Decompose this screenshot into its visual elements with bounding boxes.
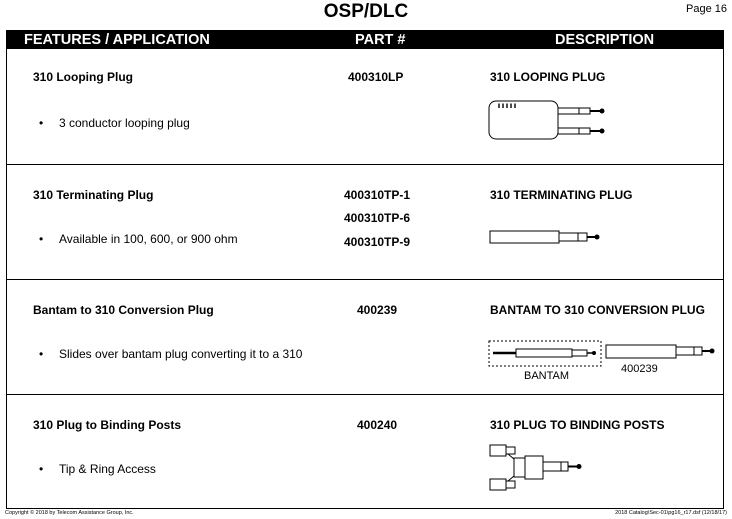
part-number: 400240 xyxy=(357,418,398,432)
row-divider xyxy=(7,164,723,165)
bullet-icon: • xyxy=(39,232,44,246)
feature-bullet xyxy=(39,347,302,361)
row-divider xyxy=(7,279,723,280)
looping-plug-drawing xyxy=(488,97,608,145)
footer-file: 2018 Catalog\Sec-01\pg16_r17.dsf (12/18/17) xyxy=(615,510,727,516)
feature-bullet xyxy=(39,116,190,130)
feature-bullet xyxy=(39,232,238,246)
page-title: OSP/DLC xyxy=(323,1,409,22)
footer-copyright: Copyright © 2018 by Telecom Assistance Group, Inc. xyxy=(5,510,134,516)
part-number: 400239 xyxy=(357,303,398,317)
description-title: BANTAM TO 310 CONVERSION PLUG xyxy=(490,303,705,317)
part-label: 400239 xyxy=(621,363,658,375)
conversion-plug-drawing xyxy=(488,339,720,369)
row-divider xyxy=(7,394,723,395)
feature-title: 310 Looping Plug xyxy=(33,70,134,84)
bullet-text: Tip & Ring Access xyxy=(59,462,156,476)
feature-title: 310 Terminating Plug xyxy=(33,188,154,202)
header-features: FEATURES / APPLICATION xyxy=(24,32,210,48)
part-number: 400310TP-1 xyxy=(344,188,411,202)
part-number: 400310LP xyxy=(348,70,404,84)
bullet-icon: • xyxy=(39,116,44,130)
feature-title: 310 Plug to Binding Posts xyxy=(33,418,182,432)
description-title: 310 TERMINATING PLUG xyxy=(490,188,633,202)
feature-bullet xyxy=(39,462,156,476)
header-description: DESCRIPTION xyxy=(555,32,655,48)
bullet-text: 3 conductor looping plug xyxy=(59,116,190,130)
part-number: 400310TP-6 xyxy=(344,211,411,225)
bullet-text: Slides over bantam plug converting it to a 310 xyxy=(59,347,303,361)
description-title: 310 PLUG TO BINDING POSTS xyxy=(490,418,665,432)
header-part: PART # xyxy=(355,32,406,48)
page-number: Page 16 xyxy=(686,3,727,15)
bullet-icon: • xyxy=(39,462,44,476)
binding-posts-drawing xyxy=(488,442,588,494)
bantam-label: BANTAM xyxy=(524,370,570,382)
table-header xyxy=(6,30,724,49)
feature-title: Bantam to 310 Conversion Plug xyxy=(33,303,214,317)
terminating-plug-drawing xyxy=(489,228,604,246)
part-number: 400310TP-9 xyxy=(344,235,411,249)
bullet-icon: • xyxy=(39,347,44,361)
bullet-text: Available in 100, 600, or 900 ohm xyxy=(59,232,238,246)
description-title: 310 LOOPING PLUG xyxy=(490,70,606,84)
